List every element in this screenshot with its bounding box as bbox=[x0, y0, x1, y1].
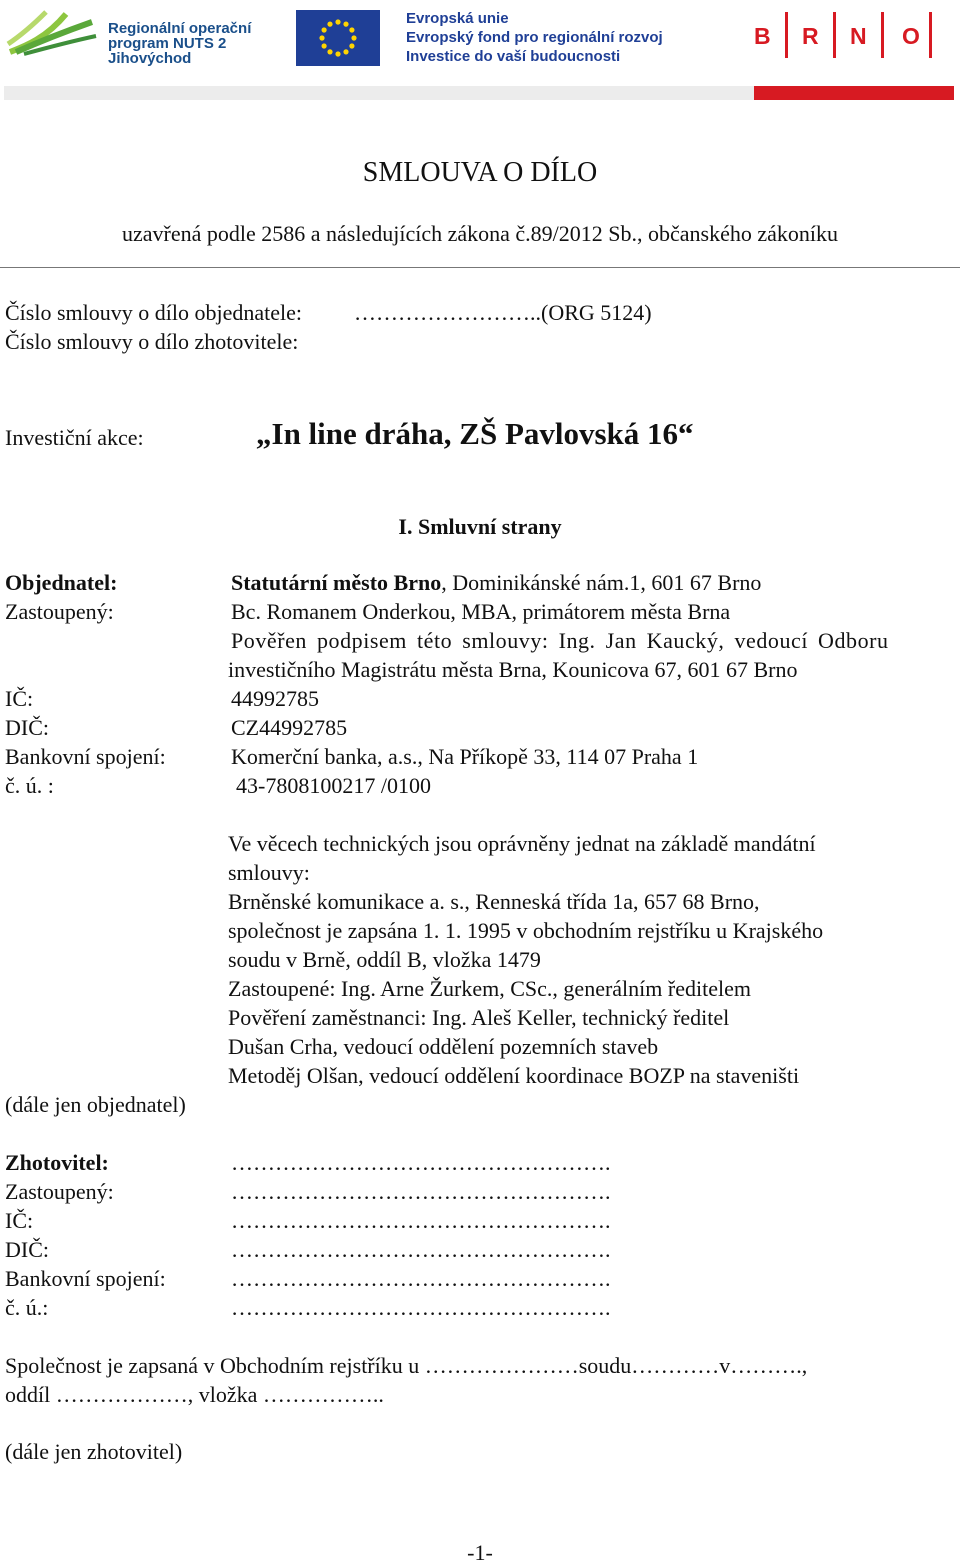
section-title: I. Smluvní strany bbox=[398, 514, 562, 539]
tech-line: Brněnské komunikace a. s., Renneská třída 1a, 657 68 Brno, bbox=[228, 889, 760, 914]
tech-line: Dušan Crha, vedoucí oddělení pozemních staveb bbox=[228, 1034, 659, 1059]
client-rep-value: Bc. Romanem Onderkou, MBA, primátorem města Brna bbox=[231, 599, 731, 624]
client-bank-label: Bankovní spojení: bbox=[5, 744, 166, 769]
client-ic-value: 44992785 bbox=[231, 686, 319, 711]
tech-line: smlouvy: bbox=[228, 860, 310, 885]
tech-line: společnost je zapsána 1. 1. 1995 v obchodním rejstříku u Krajského bbox=[228, 918, 824, 943]
brno-divider bbox=[833, 12, 836, 58]
client-name: Statutární město Brno bbox=[231, 570, 442, 595]
contractor-label: Zhotovitel: bbox=[5, 1150, 109, 1175]
eu-text bbox=[406, 9, 663, 66]
contractor-rep-value: ……………………………………………. bbox=[231, 1179, 611, 1204]
contractor-ic-label: IČ: bbox=[5, 1208, 34, 1233]
brno-letter: R bbox=[802, 23, 819, 49]
client-bank-value: Komerční banka, a.s., Na Příkopě 33, 114 07 Praha 1 bbox=[231, 744, 699, 769]
brno-divider bbox=[929, 12, 932, 58]
brno-divider bbox=[785, 12, 788, 58]
client-authorized-line-2: investičního Magistrátu města Brna, Kounicova 67, 601 67 Brno bbox=[228, 657, 798, 682]
contractor-hereinafter: (dále jen zhotovitel) bbox=[5, 1439, 183, 1464]
client-authorized-line-1 bbox=[231, 626, 931, 655]
brno-divider bbox=[881, 12, 884, 58]
client-hereinafter: (dále jen objednatel) bbox=[5, 1092, 186, 1117]
contractor-name-value: ……………………………………………. bbox=[231, 1150, 611, 1175]
contractor-registry-line-2: oddíl ………………, vložka …………….. bbox=[5, 1382, 384, 1407]
eu-flag-icon bbox=[296, 10, 380, 66]
brno-letter: B bbox=[754, 23, 771, 49]
rop-line: Regionální operační bbox=[108, 20, 252, 37]
page-number: -1- bbox=[467, 1540, 493, 1565]
contractor-rep-label: Zastoupený: bbox=[5, 1179, 114, 1204]
client-rep-label: Zastoupený: bbox=[5, 599, 114, 624]
client-account-label: č. ú. : bbox=[5, 773, 54, 798]
client-name-line bbox=[231, 568, 761, 597]
contractor-dic-value: ……………………………………………. bbox=[231, 1237, 611, 1262]
rop-line: Jihovýchod bbox=[108, 50, 192, 67]
contractor-account-value: ……………………………………………. bbox=[231, 1295, 611, 1320]
header-red-bar bbox=[754, 86, 954, 100]
client-dic-value: CZ44992785 bbox=[231, 715, 348, 740]
client-label: Objednatel: bbox=[5, 570, 118, 595]
contract-no-client-value: ……………………..(ORG 5124) bbox=[354, 300, 652, 325]
client-authorized-text: Pověřen podpisem této smlouvy: Ing. Jan Kaucký, vedoucí Odboru bbox=[231, 628, 889, 653]
contract-no-client-label: Číslo smlouvy o dílo objednatele: bbox=[5, 300, 302, 325]
title-rule bbox=[0, 267, 960, 268]
investment-label: Investiční akce: bbox=[5, 425, 144, 450]
document-subtitle: uzavřená podle 2586 a následujících zákona č.89/2012 Sb., občanského zákoníku bbox=[122, 221, 838, 246]
eu-line: Evropská unie bbox=[406, 10, 509, 27]
tech-line: Zastoupené: Ing. Arne Žurkem, CSc., generálním ředitelem bbox=[228, 976, 751, 1001]
contractor-bank-value: ……………………………………………. bbox=[231, 1266, 611, 1291]
investment-name: „In line dráha, ZŠ Pavlovská 16“ bbox=[256, 416, 694, 451]
client-account-value: 43-7808100217 /0100 bbox=[236, 773, 431, 798]
tech-line: Metoděj Olšan, vedoucí oddělení koordinace BOZP na staveništi bbox=[228, 1063, 800, 1088]
document-title: SMLOUVA O DÍLO bbox=[362, 157, 598, 188]
client-dic-label: DIČ: bbox=[5, 715, 49, 740]
client-address: , Dominikánské nám.1, 601 67 Brno bbox=[441, 570, 762, 595]
contract-no-contractor-label: Číslo smlouvy o dílo zhotovitele: bbox=[5, 329, 299, 354]
eu-line: Evropský fond pro regionální rozvoj bbox=[406, 29, 663, 46]
contractor-registry-line-1: Společnost je zapsaná v Obchodním rejstříku u …………………soudu…………v………., bbox=[5, 1353, 808, 1378]
contractor-account-label: č. ú.: bbox=[5, 1295, 49, 1320]
brno-letter: N bbox=[850, 23, 867, 49]
contractor-dic-label: DIČ: bbox=[5, 1237, 49, 1262]
rop-leaf-icon bbox=[6, 8, 98, 56]
contractor-ic-value: ……………………………………………. bbox=[231, 1208, 611, 1233]
header-divider bbox=[4, 86, 754, 100]
eu-line: Investice do vaší budoucnosti bbox=[406, 48, 621, 65]
tech-line: Pověření zaměstnanci: Ing. Aleš Keller, technický ředitel bbox=[228, 1005, 730, 1030]
rop-text bbox=[108, 21, 251, 66]
tech-line: soudu v Brně, oddíl B, vložka 1479 bbox=[228, 947, 541, 972]
contractor-bank-label: Bankovní spojení: bbox=[5, 1266, 166, 1291]
brno-letter: O bbox=[902, 23, 920, 49]
client-ic-label: IČ: bbox=[5, 686, 34, 711]
rop-line: program NUTS 2 bbox=[108, 35, 227, 52]
tech-line: Ve věcech technických jsou oprávněny jednat na základě mandátní bbox=[228, 831, 816, 856]
